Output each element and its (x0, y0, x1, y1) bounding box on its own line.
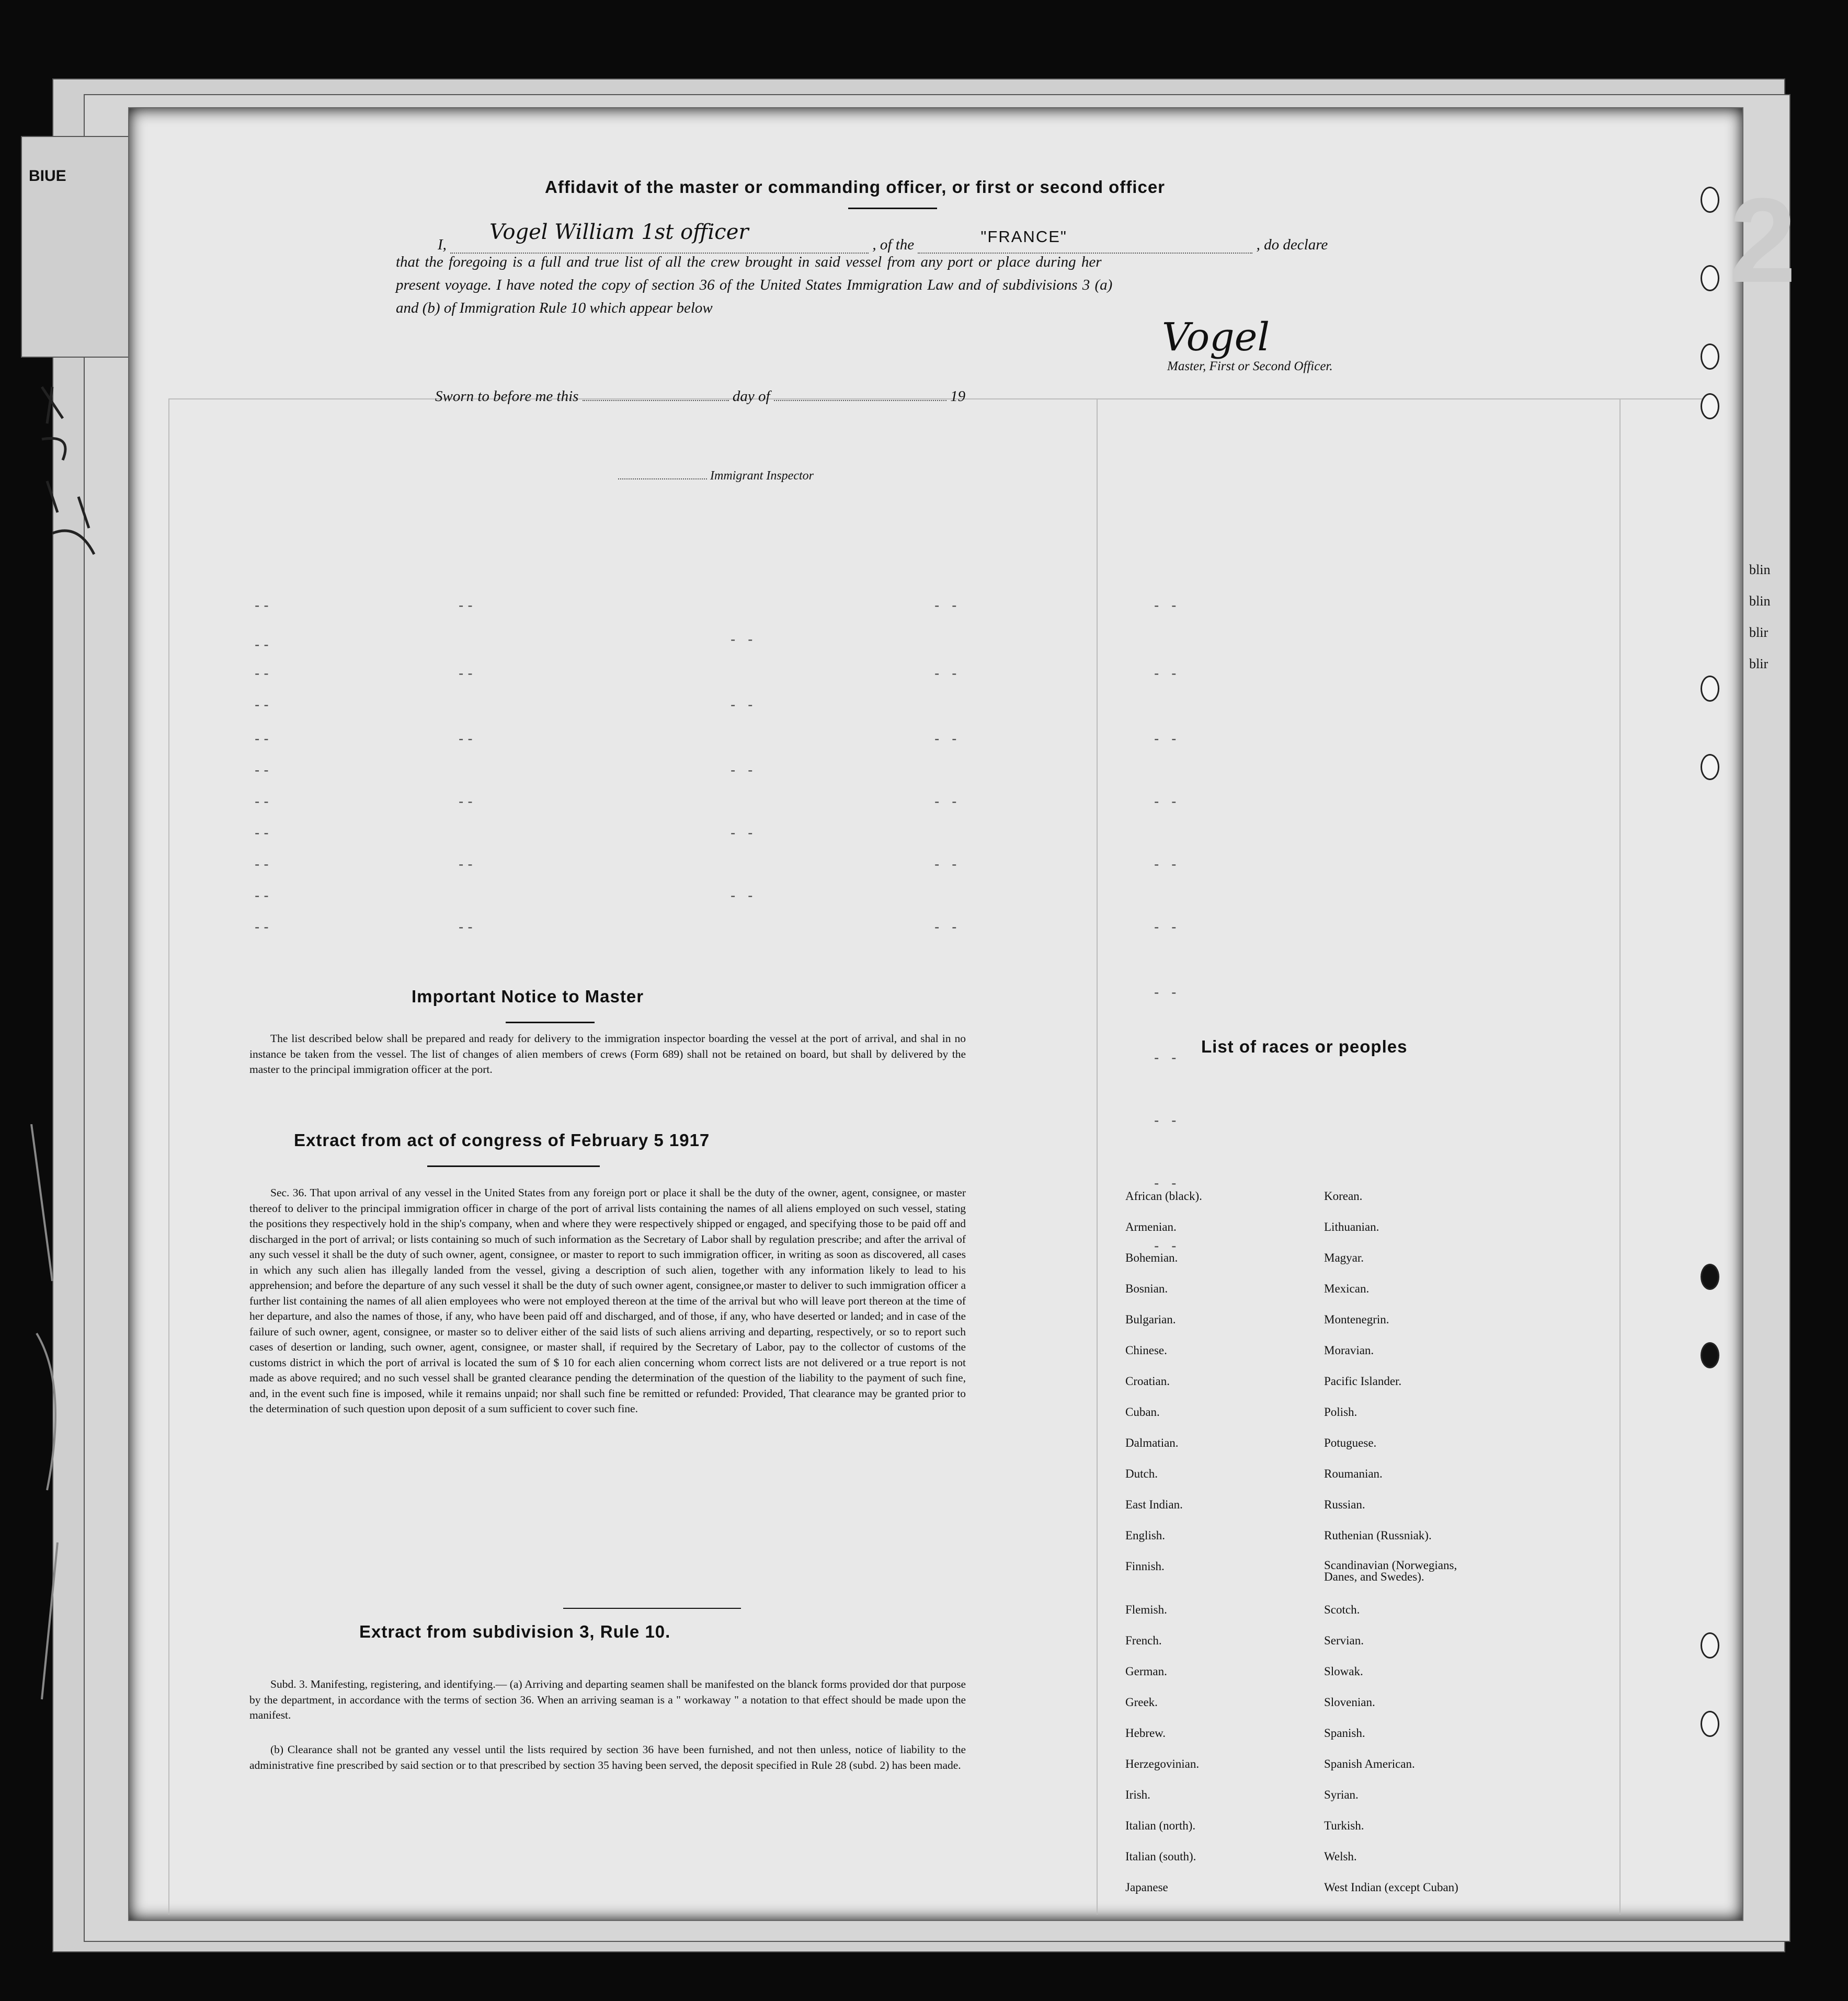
notice-underline (506, 1022, 595, 1023)
margin-scribble-icon (31, 376, 126, 586)
race-item: Ruthenian (Russniak). (1324, 1529, 1432, 1542)
affidavit-line-3: present voyage. I have noted the copy of section 36 of the United States Immigration Law and of subdivisions 3 (a) (396, 277, 1113, 293)
ditto-marks: - - (731, 762, 757, 778)
punch-hole (1701, 344, 1719, 370)
ditto-marks: - - (934, 793, 961, 809)
officer-name-field (450, 220, 869, 254)
race-item: Cuban. (1125, 1405, 1160, 1419)
notice-text: The list described below shall be prepared and ready for delivery to the immigration inspector boarding the vessel at the port of arrival, and shal in no instance be taken from the vessel. The list of changes of alien members of crews (Form 689) shall not be retained on board, but shall by delivered by the master to the principal immigration officer at the port. (249, 1032, 966, 1076)
ditto-marks: - - (934, 919, 961, 935)
race-item: Potuguese. (1324, 1436, 1377, 1449)
sworn-year: 19 (950, 388, 966, 405)
ditto-marks: - - (1154, 919, 1181, 935)
ditto-marks: -- (255, 762, 273, 778)
officer-signature: Vogel (1162, 315, 1270, 360)
ditto-marks: - - (1154, 1049, 1181, 1066)
race-item: Scotch. (1324, 1603, 1360, 1616)
punch-hole (1701, 393, 1719, 419)
punch-hole (1701, 1342, 1719, 1368)
race-item: Bohemian. (1125, 1251, 1178, 1264)
affidavit-line-4: and (b) of Immigration Rule 10 which appear below (396, 300, 713, 316)
table-column-line (1097, 398, 1098, 1915)
race-item: African (black). (1125, 1190, 1202, 1203)
extract-rule-title: Extract from subdivision 3, Rule 10. (359, 1622, 671, 1641)
ditto-marks: -- (255, 597, 273, 613)
ditto-marks: - - (731, 696, 757, 713)
ditto-marks: -- (255, 696, 273, 713)
table-column-line (1619, 398, 1621, 1915)
race-item: East Indian. (1125, 1498, 1183, 1511)
officer-name: Vogel William 1st officer (489, 220, 749, 244)
side-fragment: blir (1749, 656, 1769, 671)
race-item: Chinese. (1125, 1344, 1167, 1357)
race-item: Magyar. (1324, 1251, 1364, 1264)
ditto-marks: -- (255, 636, 273, 653)
race-item: Flemish. (1125, 1603, 1167, 1616)
affidavit-line-1 (438, 220, 1525, 254)
sworn-line (435, 388, 965, 405)
rule-subdivision-b: (b) Clearance shall not be granted any vessel until the lists required by section 36 have been furnished, and not then unless, notice of liability to the administrative fine prescribed by said section or to that prescribed by section 35 having been served, the deposit specified in Rule 28 (subd. 2) has been made. (249, 1743, 966, 1771)
race-item: French. (1125, 1634, 1162, 1647)
race-item: Slovenian. (1324, 1696, 1375, 1709)
ditto-marks: -- (459, 597, 477, 613)
ditto-marks: - - (1154, 1112, 1181, 1128)
ditto-marks: -- (459, 793, 477, 809)
ditto-marks: -- (459, 856, 477, 872)
race-item: English. (1125, 1529, 1166, 1542)
ditto-marks: - - (1154, 793, 1181, 809)
ditto-marks: -- (459, 730, 477, 747)
race-item: Turkish. (1324, 1819, 1364, 1832)
race-item: Hebrew. (1125, 1726, 1166, 1740)
ditto-marks: - - (1154, 730, 1181, 747)
race-item: Polish. (1324, 1405, 1358, 1419)
ditto-marks: - - (1154, 856, 1181, 872)
signature-caption: Master, First or Second Officer. (1167, 359, 1333, 373)
sworn-day-field (583, 400, 729, 401)
race-item: Japanese (1125, 1881, 1168, 1894)
crease-icon (21, 1124, 94, 1752)
race-item: German. (1125, 1665, 1167, 1678)
ditto-marks: -- (255, 793, 273, 809)
ditto-marks: - - (934, 597, 961, 613)
vessel-name-field (918, 227, 1252, 254)
punch-hole (1701, 265, 1719, 291)
race-item: Irish. (1125, 1788, 1150, 1801)
race-item: Roumanian. (1324, 1467, 1383, 1480)
affidavit-i: I, (438, 236, 447, 253)
race-item: Welsh. (1324, 1850, 1357, 1863)
inspector-signature-field (618, 478, 707, 479)
left-crease-marks (21, 1124, 94, 1752)
race-item: Lithuanian. (1324, 1220, 1379, 1233)
title-underline (848, 208, 937, 209)
race-item: Mexican. (1324, 1282, 1370, 1295)
side-fragments (1749, 554, 1770, 680)
ditto-marks: -- (255, 730, 273, 747)
race-item: Scandinavian (Norwegians, Danes, and Swedes). (1324, 1559, 1457, 1583)
ditto-marks: -- (255, 887, 273, 904)
race-item: West Indian (except Cuban) (1324, 1881, 1458, 1894)
race-item: Korean. (1324, 1190, 1363, 1203)
race-item: Spanish. (1324, 1726, 1365, 1740)
section-36-text: Sec. 36. That upon arrival of any vessel in the United States from any foreign port or place it shall be the duty of the owner, agent, consignee, or master thereof to deliver to the principal immigration officer in charge of the port of arrival lists containing the names of all aliens employed on such vessel, stating the positions they respectively hold in the ship's company, when and where they were respectively shipped or engaged, and specifying those to be paid off and discharged in the port of arrival; or lists containing so much of such information as the Secretary of Labor shall by regulation prescribe; and after the arrival of any such vessel it shall be the duty of such owner, agent, consignee, or master to report to such immigration officer, in writing as soon as discovered, all cases in which any such alien has illegally landed from the vessel, giving a description of such alien, together with any information likely to lead to his apprehension; and before the departure of any such vessel it shall be the duty of such owner agent, consignee,or master to deliver to such immigration officer a further list containing the names of all alien employees who were not employed thereon at the time of the arrival but who will leave port thereon at the time of her departure, and also the names of those, if any, who have been paid off and discharged, and of those, if any, who have deserted or landed; and in case of the failure of such owner, agent, consignee, or master so to deliver either of the said lists of such aliens arriving and departing, respectively, or so to report such cases of desertion or landing, such owner, agent, consignee, or master shall, if required by the Secretary of Labor, pay to the collector of customs of the customs district in which the port of arrival is located the sum of $ 10 for each alien concerning whom correct lists are not delivered or a true report is not made as above required; and no such vessel shall be granted clearance pending the determination of the question of the liability to the payment of such fine, and, in the event such fine is imposed, while it remains unpaid; nor shall such fine be remitted or refunded: Provided, That clearance may be granted prior to the determination of such question upon deposit of a sum sufficient to cover such fine. (249, 1186, 966, 1415)
ditto-marks: -- (255, 825, 273, 841)
race-item: Italian (south). (1125, 1850, 1196, 1863)
ditto-marks: - - (1154, 984, 1181, 1000)
race-item: Slowak. (1324, 1665, 1363, 1678)
race-item: Finnish. (1125, 1560, 1165, 1573)
margin-label: BIUE (29, 167, 66, 185)
extract-act-title: Extract from act of congress of February 5 1917 (294, 1130, 710, 1150)
race-item: Spanish American. (1324, 1757, 1415, 1770)
sworn-day-label: day of (732, 388, 770, 405)
section-divider (563, 1608, 741, 1609)
race-item: Bosnian. (1125, 1282, 1168, 1295)
race-item: Servian. (1324, 1634, 1364, 1647)
sworn-prefix: Sworn to before me this (435, 388, 579, 405)
races-title: List of races or peoples (1201, 1037, 1408, 1056)
ditto-marks: -- (255, 919, 273, 935)
punch-hole (1701, 1264, 1719, 1290)
race-item: Italian (north). (1125, 1819, 1196, 1832)
ditto-marks: - - (1154, 597, 1181, 613)
side-fragment: blin (1749, 562, 1771, 577)
race-item: Greek. (1125, 1696, 1158, 1709)
affidavit-title: Affidavit of the master or commanding officer, or first or second officer (545, 177, 1166, 197)
of-the-label: , of the (872, 236, 915, 253)
do-declare-label: , do declare (1256, 236, 1328, 253)
sworn-month-field (774, 400, 946, 401)
extract-act-underline (427, 1165, 600, 1167)
race-item: Russian. (1324, 1498, 1365, 1511)
race-item: Pacific Islander. (1324, 1375, 1402, 1388)
punch-hole (1701, 676, 1719, 702)
ditto-marks: -- (459, 919, 477, 935)
ditto-marks: -- (255, 665, 273, 681)
side-fragment: blin (1749, 593, 1771, 609)
ditto-marks: -- (255, 856, 273, 872)
ditto-marks: - - (1154, 1238, 1181, 1254)
ditto-marks: - - (934, 730, 961, 747)
ditto-marks: -- (459, 665, 477, 681)
race-item: Croatian. (1125, 1375, 1170, 1388)
ditto-marks: - - (1154, 1175, 1181, 1191)
notice-title: Important Notice to Master (412, 987, 644, 1006)
table-column-line (168, 398, 169, 1915)
inspector-caption: Immigrant Inspector (710, 469, 814, 483)
punch-hole (1701, 754, 1719, 780)
ditto-marks: - - (731, 631, 757, 647)
punch-hole (1701, 1632, 1719, 1659)
ditto-marks: - - (934, 665, 961, 681)
race-item: Dutch. (1125, 1467, 1158, 1480)
race-item: Montenegrin. (1324, 1313, 1389, 1326)
race-item: Moravian. (1324, 1344, 1374, 1357)
race-item: Armenian. (1125, 1220, 1177, 1233)
vessel-name: "FRANCE" (980, 227, 1067, 246)
side-tab-number: 2 (1729, 173, 1796, 307)
ditto-marks: - - (731, 887, 757, 904)
affidavit-line-2: that the foregoing is a full and true list of all the crew brought in said vessel from any port or place during her (396, 254, 1102, 270)
ditto-marks: - - (934, 856, 961, 872)
race-item: Herzegovinian. (1125, 1757, 1200, 1770)
race-item: Bulgarian. (1125, 1313, 1176, 1326)
side-fragment: blir (1749, 625, 1769, 640)
inspector-line (618, 469, 814, 483)
punch-hole (1701, 187, 1719, 213)
rule-subdivision-a: Subd. 3. Manifesting, registering, and identifying.— (a) Arriving and departing seamen shall be manifested on the blanck forms provided dor that purpose by the department, in accordance with the terms of section 36. When an arriving seaman is a " workaway " a notation to that effect should be made upon the manifest. (249, 1678, 966, 1721)
ditto-marks: - - (1154, 665, 1181, 681)
race-item: Dalmatian. (1125, 1436, 1179, 1449)
margin-handwriting (31, 376, 126, 586)
race-item: Syrian. (1324, 1788, 1359, 1801)
punch-hole (1701, 1711, 1719, 1737)
ditto-marks: - - (731, 825, 757, 841)
